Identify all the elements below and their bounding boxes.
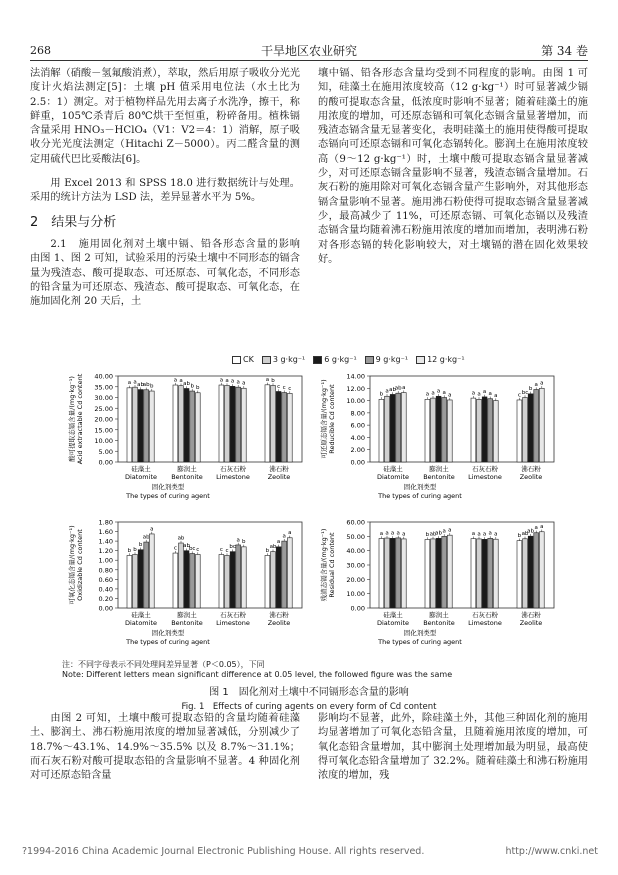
x-axis-label-cn: 固化剂类型 (403, 629, 437, 637)
bar (528, 394, 533, 462)
y-axis-label-en: Reducible Cd content (328, 384, 336, 454)
y-tick-label: 2.00 (350, 446, 365, 455)
bar (236, 545, 241, 608)
bar (534, 533, 539, 608)
legend-item: CK (232, 355, 254, 364)
section-title: 2 结果与分析 (30, 214, 117, 230)
bar (241, 388, 246, 462)
significance-letter: a (448, 527, 452, 534)
legend-swatch (313, 356, 322, 364)
bar (241, 547, 246, 608)
bar (184, 551, 189, 608)
chart-acid-extractable-cd (60, 366, 310, 514)
x-tick-label-en: Bentonite (423, 619, 455, 627)
y-tick-label: 30.00 (94, 394, 113, 402)
significance-letter: a (236, 379, 240, 386)
figure-note-cn: 注：不同字母表示不同处理间差异显著（P＜0.05），下同 (62, 660, 265, 669)
paragraph-pb-forms: 由图 2 可知，土壤中酸可提取态铅的含量均随着硅藻土、膨润土、沸石粉施用浓度的增加显著减低，分别减少了 18.7%～43.1%、14.9%～35.5% 以及 8.7%～31.1%；而石灰石粉对酸可提取态铅的含量影响不显著。4 种固化剂对可还原态铅含量 (30, 713, 300, 782)
bar (173, 385, 178, 462)
significance-letter: a (436, 388, 441, 395)
y-tick-label: 1.20 (98, 547, 113, 556)
significance-letter: ab (137, 381, 145, 388)
figure-caption-cn: 图 1 固化剂对土壤中不同镉形态含量的影响 (209, 687, 409, 698)
y-axis-label-cn: 酸可提取态镉含量/(mg·kg⁻¹) (68, 376, 76, 462)
right-column-bottom (318, 712, 588, 783)
bar (390, 538, 395, 608)
significance-letter: b (150, 383, 154, 390)
significance-letter: c (219, 546, 223, 553)
significance-letter: c (288, 385, 292, 392)
bar (396, 393, 401, 462)
significance-letter: a (402, 531, 406, 538)
significance-letter: a (534, 525, 538, 532)
bar (493, 539, 498, 608)
chart-oxidizable-cd (60, 512, 310, 660)
significance-letter: ab (142, 382, 150, 389)
legend-swatch (365, 356, 374, 364)
significance-letter: ab (269, 543, 277, 550)
significance-letter: b (528, 386, 533, 393)
bar (396, 538, 401, 608)
paragraph-methods: 法消解（硝酸－氢氟酸消煮），萃取，然后用原子吸收分光光度计火焰法测定[5]：土壤 pH 值采用电位法（水土比为 2.5：1）测定。对于植物样品先用去离子水洗净，擦干，称鲜重，105℃杀青后 80℃烘干至恒重，粉碎备用。植株镉含量采用 HNO₃－HClO₄（V1：V2＝4：1）消解，原子吸收分光光度法测定（Hitachi Z－5000）。丙二醛含量的测定用硫代巴比妥酸法[6]。 (30, 68, 300, 165)
significance-letter: a (276, 539, 281, 546)
bar (471, 539, 476, 608)
bar (190, 554, 195, 608)
x-tick-label-cn: 膨润土 (177, 611, 197, 619)
significance-letter: b (242, 539, 246, 546)
bar (425, 399, 430, 462)
bar (127, 388, 132, 462)
bar (282, 393, 287, 462)
significance-letter: b (379, 391, 384, 398)
bar (447, 400, 452, 462)
bar (482, 539, 487, 608)
x-tick-label-en: Diatomite (124, 473, 158, 481)
significance-letter: a (471, 530, 476, 537)
bar (442, 398, 447, 463)
bar (133, 554, 138, 608)
y-tick-label: 0.00 (98, 458, 113, 467)
left-column-top (30, 67, 311, 309)
y-tick-label: 50.00 (346, 532, 365, 541)
x-axis-label-cn: 固化剂类型 (151, 483, 185, 491)
volume-label: 第 34 卷 (541, 44, 588, 58)
chart-residual-cd (312, 512, 562, 660)
significance-letter: c (173, 545, 177, 552)
x-axis-label-en: The types of curing agent (126, 638, 210, 646)
significance-letter: ab (183, 543, 191, 550)
bar (276, 391, 281, 462)
significance-letter: bc (188, 545, 196, 552)
bar (230, 386, 235, 462)
x-tick-label-cn: 硅藻土 (131, 611, 151, 619)
y-tick-label: 1.00 (98, 556, 113, 565)
y-tick-label: 0.00 (350, 458, 365, 467)
x-tick-label-en: Zeolite (519, 473, 543, 481)
bar (517, 541, 522, 608)
bar (425, 539, 430, 608)
x-tick-label-cn: 硅藻土 (131, 465, 151, 473)
figure-caption-en: Fig. 1 Effects of curing agents on every form of Cd content (181, 702, 437, 712)
significance-letter: bc (521, 389, 529, 396)
significance-letter: b (138, 542, 143, 549)
y-tick-label: 25.00 (94, 404, 113, 413)
bar (534, 390, 539, 462)
significance-letter: c (277, 383, 281, 390)
significance-letter: a (448, 392, 452, 399)
y-tick-label: 1.80 (98, 518, 113, 527)
bar (436, 396, 441, 462)
y-tick-label: 40.00 (346, 547, 365, 556)
bar (523, 398, 528, 463)
y-tick-label: 20.00 (346, 575, 365, 584)
significance-letter: a (133, 379, 137, 386)
page-header (30, 42, 588, 62)
bar (401, 539, 406, 608)
significance-letter: a (442, 389, 446, 396)
x-tick-label-en: Diatomite (376, 473, 410, 481)
significance-letter: a (127, 380, 132, 387)
y-tick-label: 0.40 (98, 585, 113, 594)
y-tick-label: 35.00 (94, 383, 113, 392)
legend-item: 12 g·kg⁻¹ (416, 355, 464, 364)
significance-letter: a (265, 377, 270, 384)
significance-letter: a (385, 530, 389, 537)
significance-letter: a (477, 531, 481, 538)
significance-letter: a (173, 377, 178, 384)
significance-letter: a (288, 530, 292, 537)
x-tick-label-cn: 石灰石粉 (472, 465, 498, 473)
legend-swatch (262, 356, 271, 364)
x-tick-label-cn: 沸石粉 (269, 611, 289, 619)
footer-url: http://www.cnki.net (505, 846, 598, 857)
x-tick-label-en: Bentonite (423, 473, 455, 481)
chart-panel-oxidizable (60, 512, 310, 660)
x-tick-label-cn: 膨润土 (429, 465, 449, 473)
y-tick-label: 15.00 (94, 426, 113, 435)
y-tick-label: 60.00 (346, 518, 365, 527)
significance-letter: a (402, 384, 406, 391)
y-tick-label: 8.00 (350, 409, 365, 418)
x-tick-label-en: Diatomite (376, 619, 410, 627)
significance-letter: a (482, 389, 487, 396)
significance-letter: a (488, 530, 492, 537)
bar (230, 552, 235, 608)
bar (385, 538, 390, 608)
significance-letter: b (425, 531, 430, 538)
bar (477, 399, 482, 462)
bar (265, 555, 270, 608)
significance-letter: b (190, 383, 194, 390)
x-tick-label-en: Bentonite (171, 619, 203, 627)
significance-letter: c (517, 392, 521, 399)
bar (539, 388, 544, 462)
right-column-top (318, 67, 588, 267)
bar (179, 543, 184, 608)
bar (282, 541, 287, 608)
legend-item: 3 g·kg⁻¹ (262, 355, 305, 364)
bar (488, 538, 493, 608)
bar (149, 534, 154, 608)
bar (127, 555, 132, 608)
bar (173, 553, 178, 608)
significance-letter: a (534, 381, 538, 388)
significance-letter: ab (177, 535, 185, 542)
bar (144, 390, 149, 462)
bar (236, 387, 241, 462)
bar (471, 398, 476, 462)
legend-swatch (232, 356, 241, 364)
significance-letter: a (442, 528, 446, 535)
significance-letter: a (431, 390, 435, 397)
bar (190, 391, 195, 462)
significance-letter: a (236, 537, 240, 544)
y-tick-label: 1.40 (98, 537, 113, 546)
x-tick-label-en: Zeolite (519, 619, 543, 627)
bar (265, 385, 270, 462)
x-tick-label-en: Diatomite (124, 619, 158, 627)
significance-letter: b (265, 547, 270, 554)
significance-letter: ab (142, 534, 150, 541)
y-tick-label: 0.80 (98, 566, 113, 575)
bar (379, 538, 384, 608)
bar (219, 554, 224, 608)
bar (138, 550, 143, 608)
bar (287, 538, 292, 608)
significance-letter: c (282, 384, 286, 391)
bar (133, 387, 138, 462)
significance-letter: a (150, 526, 154, 533)
y-axis-label-cn: 可还原态镉含量/(mg·kg⁻¹) (320, 379, 328, 459)
x-tick-label-cn: 硅藻土 (383, 611, 403, 619)
significance-letter: b (127, 547, 132, 554)
significance-letter: ab (521, 531, 529, 538)
y-tick-label: 1.60 (98, 528, 113, 537)
bar (138, 390, 143, 462)
bar (287, 393, 292, 462)
significance-letter: ab (435, 530, 443, 537)
bar (385, 396, 390, 462)
x-tick-label-en: Limestone (216, 473, 250, 481)
x-tick-label-en: Limestone (468, 619, 502, 627)
page-footer (22, 846, 598, 857)
bar (482, 397, 487, 462)
y-axis-label-en: Oxidizable Cd content (76, 529, 84, 601)
significance-letter: c (225, 547, 229, 554)
bar (523, 539, 528, 608)
x-tick-label-cn: 石灰石粉 (220, 611, 246, 619)
x-tick-label-cn: 沸石粉 (269, 465, 289, 473)
header-rule (30, 60, 588, 61)
significance-letter: a (379, 530, 384, 537)
x-axis-label-en: The types of curing agent (378, 492, 462, 500)
significance-letter: ab (527, 528, 535, 535)
x-tick-label-en: Limestone (468, 473, 502, 481)
significance-letter: ab (389, 386, 397, 393)
y-tick-label: 6.00 (350, 421, 365, 430)
significance-letter: a (396, 530, 400, 537)
significance-letter: b (271, 377, 275, 384)
paragraph-subsection: 2.1 施用固化剂对土壤中镉、铅各形态含量的影响 由图 1、图 2 可知，试验采用的污染土壤中不同形态的镉含量为残渣态、酸可提取态、可还原态、可氧化态，不同形态的铅含量为可还原态、残渣态、酸可提取态、可氧化态，在施加固化剂 20 天后，土 (30, 238, 311, 308)
x-tick-label-cn: 石灰石粉 (220, 465, 246, 473)
copyright-text: ?1994-2016 China Academic Journal Electronic Publishing House. All rights reserved. (22, 846, 425, 857)
legend-item: 6 g·kg⁻¹ (313, 355, 356, 364)
bar (431, 539, 436, 608)
chart-reducible-cd (312, 366, 562, 514)
legend-swatch (416, 356, 425, 364)
significance-letter: a (482, 531, 487, 538)
y-tick-label: 5.00 (98, 447, 113, 456)
bar (477, 539, 482, 608)
significance-letter: a (385, 388, 389, 395)
bar (195, 393, 200, 462)
legend-item: 9 g·kg⁻¹ (365, 355, 408, 364)
x-axis-label-cn: 固化剂类型 (403, 483, 437, 491)
significance-letter: a (471, 390, 476, 397)
significance-letter: ab (394, 385, 402, 392)
y-tick-label: 0.20 (98, 594, 113, 603)
bar (442, 536, 447, 608)
y-axis-label-en: Residual Cd content (328, 532, 336, 598)
chart-panel-residual (312, 512, 562, 660)
significance-letter: ab (183, 380, 191, 387)
x-tick-label-en: Bentonite (171, 473, 203, 481)
significance-letter: c (196, 546, 200, 553)
significance-letter: a (390, 530, 395, 537)
significance-letter: a (219, 377, 224, 384)
paragraph-cd-forms: 壤中镉、铅各形态含量均受到不同程度的影响。由图 1 可知，硅藻土在施用浓度较高（12 g·kg⁻¹）时可显著减少镉的酸可提取态含量，低浓度时影响不显著；随着硅藻土的施用浓度的增加，可还原态镉和可氧化态镉含量显著增加，而残渣态镉含量无显著变化，表明硅藻土的施用使得酸可提取态镉向可还原态镉和可氧化态镉转化。膨润土在施用浓度较高（9～12 g·kg⁻¹）时，土壤中酸可提取态镉含量显著减少，对可还原态镉含量影响不显著，残渣态镉含量增加。石灰石粉的施用除对可氧化态镉含量产生影响外，对其他形态镉含量影响不显著。施用沸石粉使得可提取态镉含量显著减少，最高减少了 11%，可还原态镉、可氧化态镉以及残渣态镉含量均随着沸石粉施用浓度的增加而增加，表明沸石粉对各形态镉的转化影响较大，对土壤镉的潜在固化效果较好。 (318, 68, 588, 265)
figure-legend (232, 355, 465, 364)
y-tick-label: 0.60 (98, 575, 113, 584)
bar (225, 385, 230, 462)
bar (184, 388, 189, 462)
bar (144, 542, 149, 608)
bar (447, 535, 452, 608)
left-column-bottom (30, 712, 300, 783)
bar (493, 401, 498, 462)
significance-letter: bc (229, 543, 236, 550)
bar (276, 547, 281, 608)
paragraph-pb-oxidizable: 影响均不显著，此外，除硅藻土外，其他三种固化剂的施用均显著增加了可氧化态铅含量，且随着施用浓度的增加，可氧化态铅含量增加，其中膨润土处理增加最为明显，最高使得可氧化态铅含量增加了 32.2%。随着硅藻土和沸石粉施用浓度的增加，残 (318, 713, 588, 782)
x-tick-label-en: Limestone (216, 619, 250, 627)
chart-panel-acid (60, 366, 310, 514)
y-tick-label: 12.00 (346, 384, 365, 393)
significance-letter: a (494, 392, 498, 399)
significance-letter: a (230, 378, 235, 385)
significance-letter: a (282, 533, 286, 540)
bar (488, 399, 493, 462)
bar (271, 385, 276, 462)
x-tick-label-cn: 石灰石粉 (472, 611, 498, 619)
bar (528, 536, 533, 608)
significance-letter: a (488, 391, 492, 398)
significance-letter: a (242, 380, 246, 387)
significance-letter: b (133, 546, 137, 553)
x-tick-label-cn: 硅藻土 (383, 465, 403, 473)
y-tick-label: 10.00 (94, 437, 113, 445)
significance-letter: a (425, 391, 430, 398)
significance-letter: a (477, 391, 481, 398)
bar (271, 552, 276, 608)
significance-letter: a (540, 380, 544, 387)
bar (149, 391, 154, 462)
figure-note-en: Note: Different letters mean significant difference at 0.05 level, the followed figure was the same (62, 670, 453, 679)
significance-letter: b (517, 532, 522, 539)
significance-letter: b (196, 385, 200, 392)
paragraph-statistics: 用 Excel 2013 和 SPSS 18.0 进行数据统计与处理。采用的统计方法为 LSD 法，差异显著水平为 5%。 (30, 178, 300, 204)
x-tick-label-en: Zeolite (267, 619, 291, 627)
x-tick-label-en: Zeolite (267, 473, 291, 481)
y-axis-label-en: Acid extractable Cd content (76, 373, 84, 465)
bar (195, 554, 200, 608)
y-tick-label: 4.00 (350, 433, 365, 442)
x-axis-label-cn: 固化剂类型 (151, 629, 185, 637)
chart-panel-reducible (312, 366, 562, 514)
bar (219, 385, 224, 462)
bar (539, 532, 544, 608)
x-tick-label-cn: 膨润土 (429, 611, 449, 619)
y-axis-label-cn: 残渣态镉含量/(mg·kg⁻¹) (320, 528, 328, 602)
y-tick-label: 30.00 (346, 561, 365, 570)
y-axis-label-cn: 可氧化态镉含量/(mg·kg⁻¹) (68, 525, 76, 605)
y-tick-label: 40.00 (94, 372, 113, 381)
significance-letter: a (179, 378, 183, 385)
bar (379, 399, 384, 462)
bar (431, 398, 436, 462)
bar (225, 555, 230, 608)
x-tick-label-cn: 沸石粉 (521, 465, 541, 473)
x-axis-label-en: The types of curing agent (126, 492, 210, 500)
y-tick-label: 0.00 (98, 604, 113, 613)
journal-title: 干旱地区农业研究 (260, 44, 357, 58)
bar (436, 538, 441, 608)
bar (401, 393, 406, 462)
significance-letter: a (494, 531, 498, 538)
page-number: 268 (30, 44, 51, 57)
bar (390, 394, 395, 462)
y-tick-label: 10.00 (346, 590, 365, 599)
bar (517, 400, 522, 462)
significance-letter: a (225, 377, 229, 384)
x-tick-label-cn: 沸石粉 (521, 611, 541, 619)
y-tick-label: 14.00 (346, 372, 365, 381)
x-tick-label-cn: 膨润土 (177, 465, 197, 473)
significance-letter: a (540, 524, 544, 531)
bar (179, 386, 184, 462)
y-tick-label: 20.00 (94, 415, 113, 424)
y-tick-label: 10.00 (346, 397, 365, 406)
y-tick-label: 0.00 (350, 604, 365, 613)
x-axis-label-en: The types of curing agent (378, 638, 462, 646)
significance-letter: ab (429, 531, 437, 538)
